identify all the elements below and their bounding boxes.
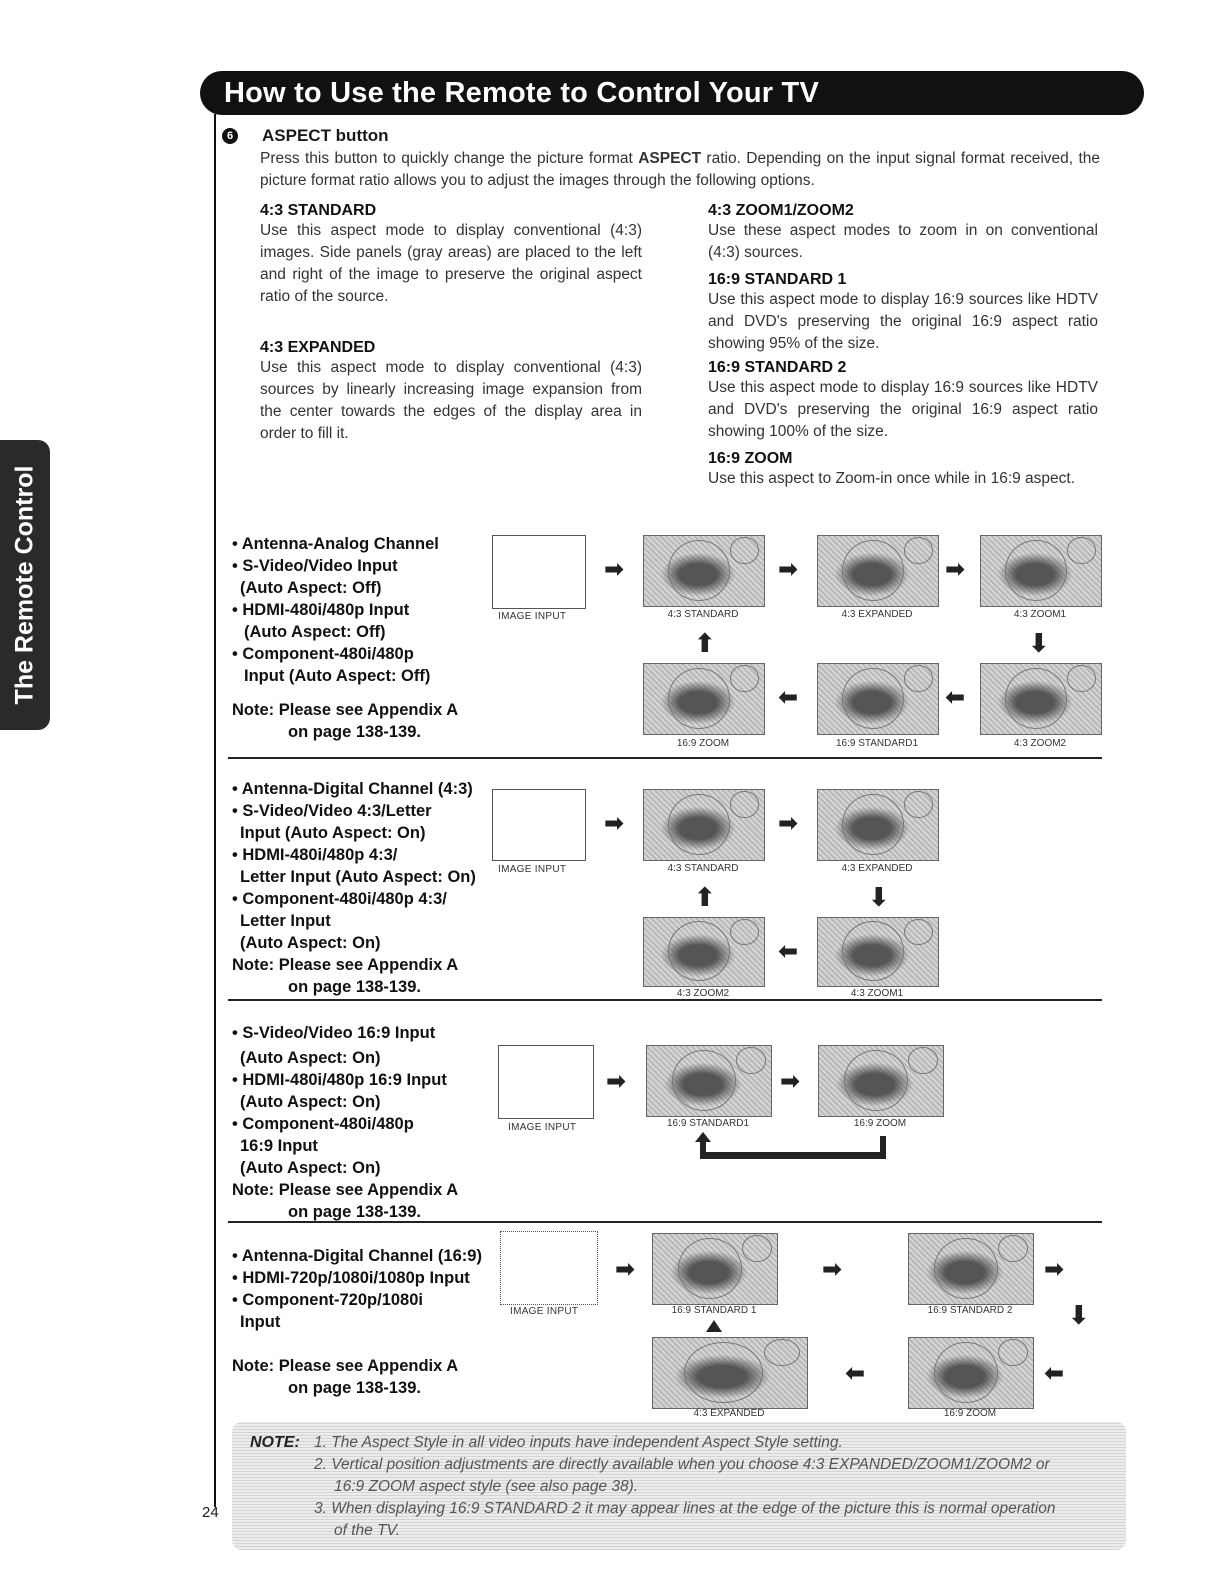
left-arrow-icon: ⬅	[1044, 1360, 1065, 1387]
list-item: • HDMI-480i/480p Input	[232, 601, 410, 619]
thumb-label: 4:3 STANDARD	[667, 609, 739, 620]
intro-pre: Press this button to quickly change the picture format	[260, 150, 639, 167]
list-item: (Auto Aspect: Off)	[240, 579, 382, 597]
note-item: 3. When displaying 16:9 STANDARD 2 it may appear lines at the edge of the picture this is normal operation	[314, 1500, 1056, 1517]
thumb-circle	[934, 1238, 998, 1300]
row-separator	[228, 1221, 1102, 1223]
row2-input-list	[232, 778, 476, 998]
list-item: • HDMI-480i/480p 4:3/	[232, 846, 398, 864]
row4-input-list	[232, 1245, 482, 1399]
mode-title: 4:3 ZOOM1/ZOOM2	[708, 202, 854, 219]
thumb-circle	[684, 1342, 763, 1404]
list-item: Letter Input (Auto Aspect: On)	[240, 868, 476, 886]
mode-desc: Use this aspect mode to display 16:9 sources like HDTV and DVD's preserving the original 16:9 aspect ratio showing 95% of the size.	[708, 291, 1098, 352]
row1-input-list	[232, 533, 458, 743]
left-arrow-icon: ⬅	[778, 938, 799, 965]
thumb-label: 16:9 STANDARD 1	[671, 1305, 757, 1316]
right-arrow-icon: ➡	[1044, 1256, 1065, 1283]
aspect-intro	[260, 148, 1100, 192]
intro-bold: ASPECT	[638, 150, 702, 167]
list-item: Input	[240, 1313, 281, 1331]
thumb-circle	[668, 794, 730, 856]
page-number: 24	[202, 1504, 219, 1521]
list-item: (Auto Aspect: On)	[240, 1093, 381, 1111]
right-arrow-icon: ➡	[778, 556, 799, 583]
thumb-circle	[678, 1238, 742, 1300]
down-arrow-icon: ⬇	[868, 882, 890, 912]
mode-title: 4:3 EXPANDED	[260, 339, 376, 356]
list-item: Letter Input	[240, 912, 331, 930]
image-input-label: IMAGE INPUT	[508, 1122, 577, 1133]
right-arrow-icon: ➡	[604, 810, 625, 837]
thumb-4-3-zoom1	[817, 917, 939, 987]
mode-title: 16:9 STANDARD 2	[708, 359, 847, 376]
intro-post: ratio. Depending on the input signal format received, the picture format ratio allows you to adjust the images through the following options.	[260, 150, 1100, 189]
right-arrow-icon: ➡	[615, 1256, 636, 1283]
thumb-circle	[736, 1047, 765, 1074]
down-arrow-icon: ⬇	[1028, 628, 1050, 658]
mode-desc: Use this aspect mode to display conventional (4:3) sources by linearly increasing image expansion from the center towards the edges of the display area in order to fill it.	[260, 359, 642, 442]
thumb-circle	[842, 540, 904, 602]
image-input-box	[498, 1045, 594, 1119]
mode-desc: Use this aspect mode to display 16:9 sources like HDTV and DVD's preserving the original 16:9 aspect ratio showing 100% of the size.	[708, 379, 1098, 440]
thumb-label: 4:3 EXPANDED	[841, 863, 913, 874]
note-line: Note: Please see Appendix A	[232, 701, 459, 719]
image-input-label: IMAGE INPUT	[498, 611, 567, 622]
thumb-16-9-standard-1	[652, 1233, 778, 1305]
note-line: Note: Please see Appendix A	[232, 956, 459, 974]
thumb-label: 4:3 ZOOM1	[850, 988, 904, 999]
thumb-circle	[904, 537, 932, 564]
thumb-circle	[904, 791, 932, 818]
list-item: (Auto Aspect: Off)	[244, 623, 386, 641]
mode-4-3-expanded	[260, 339, 642, 445]
mode-16-9-standard-1	[708, 271, 1098, 355]
thumb-label: 4:3 EXPANDED	[693, 1408, 765, 1419]
thumb-circle	[1067, 665, 1095, 692]
thumb-circle	[730, 791, 758, 818]
thumb-circle	[668, 668, 730, 730]
right-arrow-icon: ➡	[606, 1068, 627, 1095]
thumb-circle	[998, 1235, 1027, 1262]
list-item: • S-Video/Video 4:3/Letter	[232, 802, 432, 820]
thumb-4-3-zoom1	[980, 535, 1102, 607]
mode-desc: Use this aspect mode to display conventional (4:3) images. Side panels (gray areas) are placed to the left and right of the image to preserve the original aspect ratio of the source.	[260, 222, 642, 305]
thumb-label: 4:3 ZOOM1	[1013, 609, 1067, 620]
thumb-circle	[672, 1050, 736, 1112]
mode-16-9-zoom	[708, 450, 1108, 490]
list-item: • S-Video/Video Input	[232, 557, 398, 575]
list-item: Input (Auto Aspect: Off)	[244, 667, 431, 685]
thumb-circle	[1005, 540, 1067, 602]
mode-4-3-zoom	[708, 202, 1098, 264]
thumb-16-9-standard1	[646, 1045, 772, 1117]
thumb-circle	[934, 1342, 998, 1404]
side-tab-label: The Remote Control	[10, 465, 39, 705]
thumb-circle	[908, 1047, 937, 1074]
thumb-circle	[904, 919, 932, 945]
thumb-label: 16:9 ZOOM	[676, 738, 730, 749]
down-arrow-icon: ⬇	[1068, 1300, 1090, 1330]
thumb-4-3-expanded	[817, 535, 939, 607]
note-line: on page 138-139.	[288, 978, 421, 996]
list-item: • Component-480i/480p 4:3/	[232, 890, 447, 908]
list-item: • S-Video/Video 16:9 Input	[232, 1024, 436, 1042]
thumb-label: 4:3 STANDARD	[667, 863, 739, 874]
aspect-button-title: ASPECT button	[262, 126, 389, 145]
thumb-circle	[742, 1235, 771, 1262]
list-item: • Antenna-Analog Channel	[232, 535, 439, 553]
thumb-16-9-standard-2	[908, 1233, 1034, 1305]
note-line: Note: Please see Appendix A	[232, 1181, 459, 1199]
up-arrow-icon	[706, 1320, 722, 1332]
thumb-label: 16:9 STANDARD 2	[927, 1305, 1013, 1316]
note-line: Note: Please see Appendix A	[232, 1357, 459, 1375]
thumb-circle	[842, 921, 904, 981]
list-item: (Auto Aspect: On)	[240, 1049, 381, 1067]
thumb-circle	[668, 921, 730, 981]
thumb-label: 16:9 ZOOM	[853, 1118, 907, 1129]
thumb-label: 16:9 ZOOM	[943, 1408, 997, 1419]
note-line: on page 138-139.	[288, 1379, 421, 1397]
row-separator	[228, 999, 1102, 1001]
right-arrow-icon: ➡	[604, 556, 625, 583]
right-arrow-icon: ➡	[780, 1068, 801, 1095]
mode-desc: Use these aspect modes to zoom in on conventional (4:3) sources.	[708, 222, 1098, 261]
note-item: 2. Vertical position adjustments are directly available when you choose 4:3 EXPANDED/ZOOM1/ZOOM2 or	[314, 1456, 1050, 1473]
up-arrow-icon: ⬆	[694, 882, 716, 912]
mode-4-3-standard	[260, 202, 642, 308]
list-item: • Component-720p/1080i	[232, 1291, 423, 1309]
thumb-4-3-standard	[643, 789, 765, 861]
thumb-circle	[730, 665, 758, 692]
list-item: • Antenna-Digital Channel (16:9)	[232, 1247, 482, 1265]
thumb-circle	[668, 540, 730, 602]
thumb-circle	[842, 794, 904, 856]
list-item: • Antenna-Digital Channel (4:3)	[232, 780, 473, 798]
thumb-label: 4:3 ZOOM2	[1013, 738, 1067, 749]
thumb-16-9-zoom	[643, 663, 765, 735]
mode-title: 16:9 STANDARD 1	[708, 271, 847, 288]
margin-rule	[214, 114, 216, 1507]
side-tab	[0, 440, 50, 730]
thumb-16-9-zoom	[908, 1337, 1034, 1409]
thumb-circle	[764, 1339, 800, 1366]
image-input-box	[500, 1231, 598, 1305]
thumb-16-9-zoom	[818, 1045, 944, 1117]
thumb-circle	[730, 537, 758, 564]
thumb-circle	[1005, 668, 1067, 730]
note-item: of the TV.	[334, 1522, 401, 1539]
right-arrow-icon: ➡	[945, 556, 966, 583]
list-item: Input (Auto Aspect: On)	[240, 824, 426, 842]
left-arrow-icon: ⬅	[778, 684, 799, 711]
list-item: • HDMI-480i/480p 16:9 Input	[232, 1071, 447, 1089]
thumb-circle	[844, 1050, 908, 1112]
list-item: 16:9 Input	[240, 1137, 318, 1155]
thumb-circle	[730, 919, 758, 945]
thumb-circle	[842, 668, 904, 730]
thumb-label: 4:3 EXPANDED	[841, 609, 913, 620]
thumb-label: 4:3 ZOOM2	[676, 988, 730, 999]
loop-arrow-icon	[700, 1136, 886, 1160]
right-arrow-icon: ➡	[778, 810, 799, 837]
left-arrow-icon: ⬅	[845, 1360, 866, 1387]
note-line: on page 138-139.	[288, 1203, 421, 1221]
thumb-4-3-expanded	[817, 789, 939, 861]
note-line: on page 138-139.	[288, 723, 421, 741]
list-item: (Auto Aspect: On)	[240, 934, 381, 952]
mode-title: 4:3 STANDARD	[260, 202, 377, 219]
list-item: • Component-480i/480p	[232, 645, 414, 663]
image-input-label: IMAGE INPUT	[510, 1306, 579, 1317]
thumb-label: 16:9 STANDARD1	[666, 1118, 750, 1129]
image-input-label: IMAGE INPUT	[498, 864, 567, 875]
thumb-4-3-zoom2	[980, 663, 1102, 735]
mode-desc: Use this aspect to Zoom-in once while in 16:9 aspect.	[708, 470, 1076, 487]
thumb-label: 16:9 STANDARD1	[835, 738, 919, 749]
left-arrow-icon: ⬅	[945, 684, 966, 711]
page-title: How to Use the Remote to Control Your TV	[200, 71, 1144, 115]
thumb-4-3-expanded	[652, 1337, 808, 1409]
row3-input-list	[232, 1022, 458, 1223]
mode-title: 16:9 ZOOM	[708, 450, 793, 467]
up-arrow-icon: ⬆	[694, 628, 716, 658]
thumb-circle	[998, 1339, 1027, 1366]
row-separator	[228, 757, 1102, 759]
mode-16-9-standard-2	[708, 359, 1098, 443]
list-item: • HDMI-720p/1080i/1080p Input	[232, 1269, 470, 1287]
right-arrow-icon: ➡	[822, 1256, 843, 1283]
note-label: NOTE:	[250, 1434, 300, 1451]
note-item: 16:9 ZOOM aspect style (see also page 38).	[334, 1478, 639, 1495]
note-item: 1. The Aspect Style in all video inputs have independent Aspect Style setting.	[314, 1434, 843, 1451]
thumb-16-9-standard1	[817, 663, 939, 735]
list-item: • Component-480i/480p	[232, 1115, 414, 1133]
thumb-circle	[1067, 537, 1095, 564]
thumb-circle	[904, 665, 932, 692]
thumb-4-3-zoom2	[643, 917, 765, 987]
number-6-icon: 6	[222, 128, 238, 144]
image-input-box	[492, 535, 586, 609]
image-input-box	[492, 789, 586, 861]
thumb-4-3-standard	[643, 535, 765, 607]
list-item: (Auto Aspect: On)	[240, 1159, 381, 1177]
